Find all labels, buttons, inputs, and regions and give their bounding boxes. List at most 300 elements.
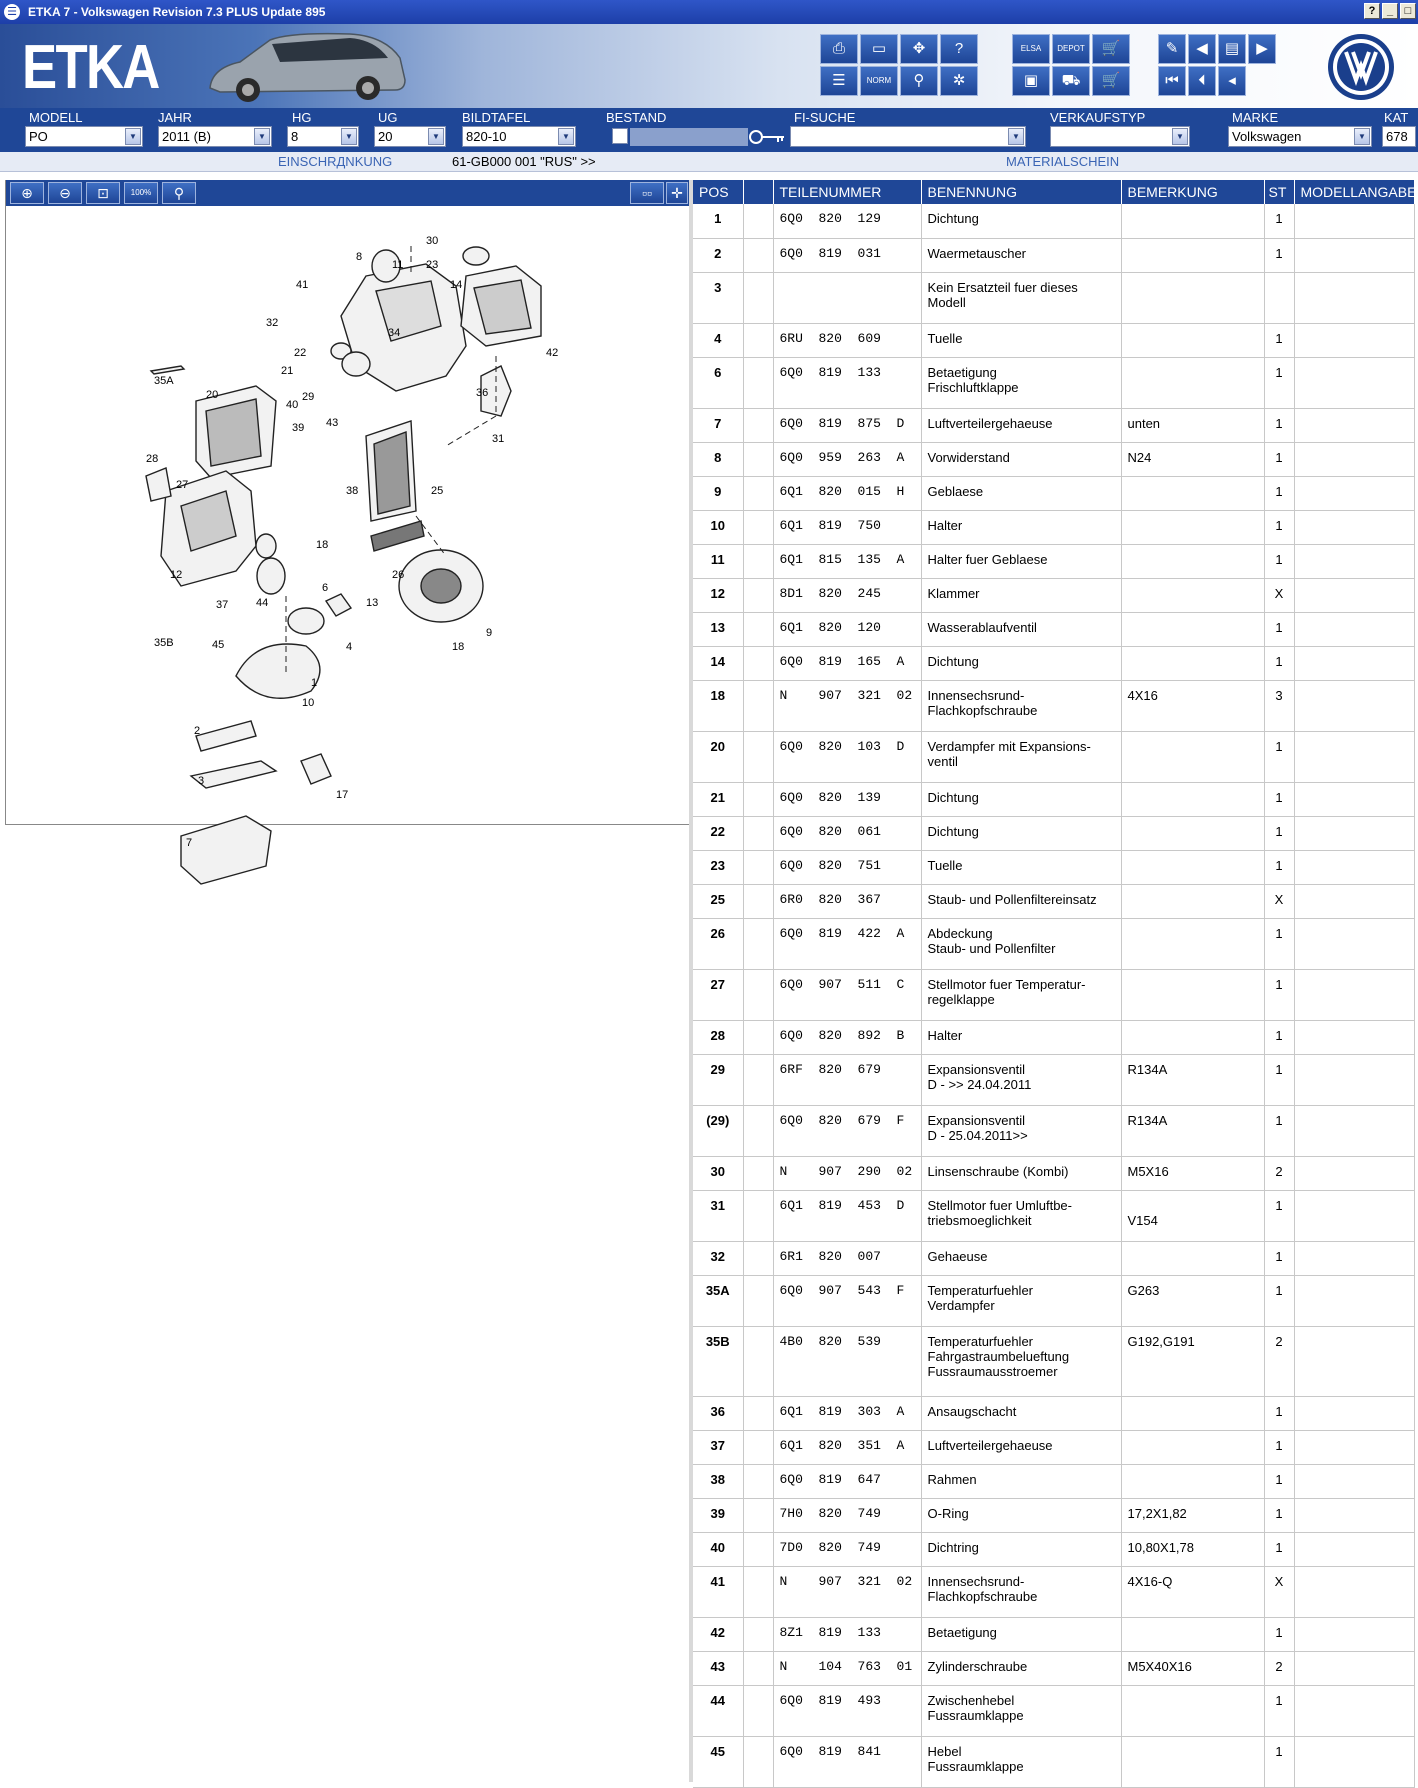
chevron-down-icon[interactable]: ▼ <box>428 128 444 145</box>
monitor-icon[interactable]: ▣ <box>1012 66 1050 96</box>
table-row[interactable] <box>693 1054 1414 1105</box>
bemerkung-cell <box>1121 1430 1264 1464</box>
bemerkung-cell <box>1121 884 1264 918</box>
st-cell: 1 <box>1264 238 1294 272</box>
bemerkung-cell <box>1121 816 1264 850</box>
bemerkung-cell <box>1121 272 1264 323</box>
bemerkung-cell <box>1121 918 1264 969</box>
callout[interactable]: 40 <box>286 399 299 411</box>
table-row[interactable] <box>693 357 1414 408</box>
table-row[interactable] <box>693 204 1414 238</box>
blank-cell <box>743 510 773 544</box>
ug-label: UG <box>378 110 398 125</box>
pos-cell: 31 <box>693 1190 743 1241</box>
table-row[interactable] <box>693 646 1414 680</box>
chevron-down-icon[interactable]: ▼ <box>1354 128 1370 145</box>
benennung-cell: Vorwiderstand <box>921 442 1121 476</box>
bemerkung-cell: R134A <box>1121 1105 1264 1156</box>
teilenummer-cell: 6Q1 819 303 A <box>773 1396 921 1430</box>
callout[interactable]: 1 <box>311 677 318 689</box>
blank-cell <box>743 1736 773 1787</box>
benennung-cell: Ansaugschacht <box>921 1396 1121 1430</box>
depot-icon[interactable]: DEPOT <box>1052 34 1090 64</box>
app-menu-icon[interactable]: ☰ <box>4 4 20 20</box>
table-row[interactable] <box>693 1685 1414 1736</box>
table-row[interactable] <box>693 680 1414 731</box>
first-icon[interactable]: ⏮ <box>1158 66 1186 96</box>
callout[interactable]: 18 <box>452 641 465 653</box>
bemerkung-cell: G263 <box>1121 1275 1264 1326</box>
callout[interactable]: 38 <box>346 485 359 497</box>
blank-cell <box>743 1275 773 1326</box>
table-row[interactable] <box>693 1275 1414 1326</box>
callout[interactable]: 17 <box>336 789 349 801</box>
modellangabe-cell <box>1294 204 1414 238</box>
bemerkung-cell <box>1121 1617 1264 1651</box>
header-st[interactable]: ST <box>1264 180 1294 204</box>
magnifier-icon[interactable]: ⚲ <box>162 182 196 204</box>
modellangabe-cell <box>1294 408 1414 442</box>
table-row[interactable] <box>693 1156 1414 1190</box>
kat-field[interactable] <box>1382 126 1416 147</box>
card-icon[interactable]: ▭ <box>860 34 898 64</box>
callout[interactable]: 4 <box>346 641 353 653</box>
callout[interactable]: 28 <box>146 453 159 465</box>
zoom-fit-icon[interactable]: ⊡ <box>86 182 120 204</box>
callout[interactable]: 36 <box>476 387 489 399</box>
blank-cell <box>743 969 773 1020</box>
benennung-cell: Dichtung <box>921 646 1121 680</box>
st-cell: 1 <box>1264 1498 1294 1532</box>
elsa-icon[interactable]: ELSA <box>1012 34 1050 64</box>
modellangabe-cell <box>1294 510 1414 544</box>
callout[interactable]: 41 <box>296 279 309 291</box>
table-row[interactable] <box>693 1617 1414 1651</box>
blank-cell <box>743 782 773 816</box>
table-row[interactable] <box>693 442 1414 476</box>
pos-cell: 4 <box>693 323 743 357</box>
help-icon[interactable]: ? <box>940 34 978 64</box>
blank-cell <box>743 816 773 850</box>
callout[interactable]: 42 <box>546 347 559 359</box>
callout[interactable]: 10 <box>302 697 315 709</box>
st-cell: 1 <box>1264 1464 1294 1498</box>
benennung-cell: O-Ring <box>921 1498 1121 1532</box>
parts-table-panel <box>693 180 1418 1782</box>
filter-bar <box>0 108 1418 152</box>
header-pos[interactable]: POS <box>693 180 743 204</box>
callout[interactable]: 45 <box>212 639 225 651</box>
st-cell: 1 <box>1264 646 1294 680</box>
blank-cell <box>743 1566 773 1617</box>
modell-value: PO <box>29 129 48 144</box>
bestand-field <box>630 128 748 146</box>
blank-cell <box>743 680 773 731</box>
table-row[interactable] <box>693 1241 1414 1275</box>
benennung-cell: Stellmotor fuer Umluftbe- triebsmoeglichkeit <box>921 1190 1121 1241</box>
blank-cell <box>743 1241 773 1275</box>
chevron-down-icon[interactable]: ▼ <box>1008 128 1024 145</box>
modellangabe-cell <box>1294 1190 1414 1241</box>
verkaufstyp-select[interactable] <box>1050 126 1190 147</box>
blank-cell <box>743 1498 773 1532</box>
callout[interactable]: 20 <box>206 389 219 401</box>
callout[interactable]: 14 <box>450 279 463 291</box>
table-row[interactable] <box>693 544 1414 578</box>
teilenummer-cell: 6Q1 815 135 A <box>773 544 921 578</box>
teilenummer-cell: 6Q0 820 679 F <box>773 1105 921 1156</box>
header-teilenummer[interactable]: TEILENUMMER <box>773 180 921 204</box>
table-row[interactable] <box>693 782 1414 816</box>
st-cell: 1 <box>1264 1190 1294 1241</box>
minimize-button[interactable]: _ <box>1382 3 1398 19</box>
pos-cell: 6 <box>693 357 743 408</box>
zoom-100-icon[interactable]: 100% <box>124 182 158 204</box>
blank-cell <box>743 408 773 442</box>
modellangabe-cell <box>1294 680 1414 731</box>
pos-cell: 13 <box>693 612 743 646</box>
table-row[interactable] <box>693 1651 1414 1685</box>
hg-select[interactable] <box>287 126 359 147</box>
callout[interactable]: 39 <box>292 422 305 434</box>
blank-cell <box>743 272 773 323</box>
bemerkung-cell: V154 <box>1121 1190 1264 1241</box>
callout[interactable]: 37 <box>216 599 229 611</box>
teilenummer-cell: 6Q1 819 750 <box>773 510 921 544</box>
bemerkung-cell <box>1121 782 1264 816</box>
benennung-cell: Waermetauscher <box>921 238 1121 272</box>
modellangabe-cell <box>1294 1020 1414 1054</box>
benennung-cell: Dichtring <box>921 1532 1121 1566</box>
modellangabe-cell <box>1294 1685 1414 1736</box>
benennung-cell: Expansionsventil D - >> 24.04.2011 <box>921 1054 1121 1105</box>
teilenummer-cell: 6Q0 959 263 A <box>773 442 921 476</box>
pos-cell: 44 <box>693 1685 743 1736</box>
modell-label: MODELL <box>29 110 83 125</box>
table-row[interactable] <box>693 1498 1414 1532</box>
table-row[interactable] <box>693 272 1414 323</box>
back-icon[interactable]: ◂ <box>1218 66 1246 96</box>
bestand-checkbox[interactable] <box>612 128 628 144</box>
callout[interactable]: 34 <box>388 327 401 339</box>
callout[interactable]: 18 <box>316 539 329 551</box>
callout[interactable]: 21 <box>281 365 294 377</box>
pin-icon[interactable]: ✎ <box>1158 34 1186 64</box>
thumbnails-icon[interactable]: ▫▫ <box>630 182 664 204</box>
blank-cell <box>743 1326 773 1396</box>
teilenummer-cell: 6Q0 819 031 <box>773 238 921 272</box>
st-cell: 1 <box>1264 850 1294 884</box>
modellangabe-cell <box>1294 1651 1414 1685</box>
st-cell: 1 <box>1264 1685 1294 1736</box>
teilenummer-cell: 6Q1 819 453 D <box>773 1190 921 1241</box>
header-bemerkung[interactable]: BEMERKUNG <box>1121 180 1264 204</box>
blank-cell <box>743 1054 773 1105</box>
callout[interactable]: 13 <box>366 597 379 609</box>
teilenummer-cell: 7D0 820 749 <box>773 1532 921 1566</box>
table-row[interactable] <box>693 612 1414 646</box>
callout[interactable]: 25 <box>431 485 444 497</box>
callout[interactable]: 31 <box>492 433 505 445</box>
bildtafel-select[interactable] <box>462 126 576 147</box>
benennung-cell: Staub- und Pollenfiltereinsatz <box>921 884 1121 918</box>
benennung-cell: Innensechsrund- Flachkopfschraube <box>921 680 1121 731</box>
table-row[interactable] <box>693 1566 1414 1617</box>
st-cell: X <box>1264 884 1294 918</box>
teilenummer-cell: 4B0 820 539 <box>773 1326 921 1396</box>
jahr-value: 2011 (B) <box>162 129 211 144</box>
teilenummer-cell: 6Q0 819 647 <box>773 1464 921 1498</box>
pos-cell: 37 <box>693 1430 743 1464</box>
st-cell: 2 <box>1264 1651 1294 1685</box>
expand-icon[interactable]: ✛ <box>666 182 688 204</box>
st-cell: 1 <box>1264 1020 1294 1054</box>
benennung-cell: Halter fuer Geblaese <box>921 544 1121 578</box>
printer-icon[interactable]: ⎙ <box>820 34 858 64</box>
table-row[interactable] <box>693 510 1414 544</box>
bemerkung-cell <box>1121 1736 1264 1787</box>
callout[interactable]: 12 <box>170 569 183 581</box>
teilenummer-cell: 6Q0 820 129 <box>773 204 921 238</box>
jahr-label: JAHR <box>158 110 192 125</box>
parts-icon[interactable]: ✥ <box>900 34 938 64</box>
blank-cell <box>743 476 773 510</box>
table-row[interactable] <box>693 816 1414 850</box>
bike-icon[interactable]: ⚲ <box>900 66 938 96</box>
benennung-cell: Luftverteilergehaeuse <box>921 408 1121 442</box>
pos-cell: 7 <box>693 408 743 442</box>
next-page-icon[interactable]: ▶ <box>1248 34 1276 64</box>
restriction-value[interactable]: 61-GB000 001 "RUS" >> <box>452 154 596 169</box>
chevron-down-icon[interactable]: ▼ <box>558 128 574 145</box>
pos-cell: 36 <box>693 1396 743 1430</box>
benennung-cell: Zylinderschraube <box>921 1651 1121 1685</box>
chevron-down-icon[interactable]: ▼ <box>125 128 141 145</box>
chevron-down-icon[interactable]: ▼ <box>254 128 270 145</box>
st-cell: 1 <box>1264 1736 1294 1787</box>
modellangabe-cell <box>1294 1498 1414 1532</box>
benennung-cell: Halter <box>921 1020 1121 1054</box>
callout[interactable]: 44 <box>256 597 269 609</box>
callout[interactable]: 11 <box>392 259 404 271</box>
pos-cell: 45 <box>693 1736 743 1787</box>
benennung-cell: Hebel Fussraumklappe <box>921 1736 1121 1787</box>
table-row[interactable] <box>693 918 1414 969</box>
pos-cell: 20 <box>693 731 743 782</box>
blank-cell <box>743 850 773 884</box>
cart-plus-icon[interactable]: 🛒 <box>1092 34 1130 64</box>
bemerkung-cell <box>1121 731 1264 782</box>
benennung-cell: Tuelle <box>921 850 1121 884</box>
pos-cell: 35B <box>693 1326 743 1396</box>
norm-icon[interactable]: NORM <box>860 66 898 96</box>
blank-cell <box>743 1190 773 1241</box>
list-icon[interactable]: ☰ <box>820 66 858 96</box>
benennung-cell: Innensechsrund- Flachkopfschraube <box>921 1566 1121 1617</box>
benennung-cell: Betaetigung <box>921 1617 1121 1651</box>
table-row[interactable] <box>693 1430 1414 1464</box>
modellangabe-cell <box>1294 323 1414 357</box>
st-cell: 1 <box>1264 1275 1294 1326</box>
bemerkung-cell <box>1121 323 1264 357</box>
modellangabe-cell <box>1294 442 1414 476</box>
hg-value: 8 <box>291 129 299 144</box>
table-row[interactable] <box>693 850 1414 884</box>
table-row[interactable] <box>693 1105 1414 1156</box>
table-row[interactable] <box>693 731 1414 782</box>
key-icon[interactable] <box>748 128 788 146</box>
modellangabe-cell <box>1294 238 1414 272</box>
blank-cell <box>743 442 773 476</box>
modellangabe-cell <box>1294 1105 1414 1156</box>
table-row[interactable] <box>693 578 1414 612</box>
prev-page-icon[interactable]: ◀ <box>1188 34 1216 64</box>
modell-select[interactable] <box>25 126 143 147</box>
teilenummer-cell: 6Q0 819 422 A <box>773 918 921 969</box>
verkaufstyp-label: VERKAUFSTYP <box>1050 110 1146 125</box>
table-row[interactable] <box>693 969 1414 1020</box>
callout[interactable]: 27 <box>176 479 189 491</box>
table-row[interactable] <box>693 1396 1414 1430</box>
app-banner <box>0 24 1418 108</box>
benennung-cell: Expansionsventil D - 25.04.2011>> <box>921 1105 1121 1156</box>
zoom-out-icon[interactable]: ⊖ <box>48 182 82 204</box>
modellangabe-cell <box>1294 731 1414 782</box>
zoom-in-icon[interactable]: ⊕ <box>10 182 44 204</box>
modellangabe-cell <box>1294 782 1414 816</box>
maximize-button[interactable]: □ <box>1400 3 1416 19</box>
st-cell: X <box>1264 1566 1294 1617</box>
bemerkung-cell <box>1121 1685 1264 1736</box>
table-row[interactable] <box>693 238 1414 272</box>
st-cell: 1 <box>1264 1396 1294 1430</box>
modellangabe-cell <box>1294 646 1414 680</box>
table-row[interactable] <box>693 1464 1414 1498</box>
chevron-down-icon[interactable]: ▼ <box>1172 128 1188 145</box>
st-cell: 1 <box>1264 1430 1294 1464</box>
st-cell: 1 <box>1264 612 1294 646</box>
bildtafel-value: 820-10 <box>466 129 507 144</box>
blank-cell <box>743 204 773 238</box>
chevron-down-icon[interactable]: ▼ <box>341 128 357 145</box>
pos-cell: 26 <box>693 918 743 969</box>
table-row[interactable] <box>693 476 1414 510</box>
callout[interactable]: 35B <box>154 637 174 649</box>
callout[interactable]: 30 <box>426 235 439 247</box>
st-cell: 1 <box>1264 1105 1294 1156</box>
bemerkung-cell: 4X16-Q <box>1121 1566 1264 1617</box>
table-row[interactable] <box>693 1736 1414 1787</box>
header-benennung[interactable]: BENENNUNG <box>921 180 1121 204</box>
blank-cell <box>743 731 773 782</box>
fi-suche-label: FI-SUCHE <box>794 110 856 125</box>
restriction-bar <box>0 152 1418 172</box>
callout[interactable]: 9 <box>486 627 493 639</box>
callout[interactable]: 26 <box>392 569 405 581</box>
doc-icon[interactable]: ▤ <box>1218 34 1246 64</box>
teilenummer-cell: 6Q0 907 543 F <box>773 1275 921 1326</box>
bemerkung-cell <box>1121 612 1264 646</box>
callout[interactable]: 22 <box>294 347 307 359</box>
st-cell: 1 <box>1264 442 1294 476</box>
pos-cell: 11 <box>693 544 743 578</box>
table-row[interactable] <box>693 1020 1414 1054</box>
st-cell: 1 <box>1264 408 1294 442</box>
st-cell: 1 <box>1264 731 1294 782</box>
header-modellangabe[interactable]: MODELLANGABE <box>1294 180 1414 204</box>
cart-icon[interactable]: 🛒 <box>1092 66 1130 96</box>
exploded-parts-diagram[interactable] <box>146 216 576 849</box>
teilenummer-cell: 6Q0 819 133 <box>773 357 921 408</box>
callout[interactable]: 29 <box>302 391 315 403</box>
table-row[interactable] <box>693 1532 1414 1566</box>
table-row[interactable] <box>693 884 1414 918</box>
modellangabe-cell <box>1294 1532 1414 1566</box>
callout[interactable]: 23 <box>426 259 439 271</box>
callout[interactable]: 35A <box>154 375 174 387</box>
material-label[interactable]: MATERIALSCHEIN <box>1006 154 1120 169</box>
navigation-toolbar <box>1158 34 1276 96</box>
benennung-cell: Geblaese <box>921 476 1121 510</box>
benennung-cell: Verdampfer mit Expansions- ventil <box>921 731 1121 782</box>
benennung-cell: Stellmotor fuer Temperatur- regelklappe <box>921 969 1121 1020</box>
blank-cell <box>743 646 773 680</box>
bemerkung-cell: 10,80X1,78 <box>1121 1532 1264 1566</box>
jahr-select[interactable] <box>158 126 272 147</box>
bemerkung-cell: unten <box>1121 408 1264 442</box>
prev-icon[interactable]: ⏴ <box>1188 66 1216 96</box>
callout[interactable]: 8 <box>356 251 363 263</box>
blank-cell <box>743 1156 773 1190</box>
callout[interactable]: 3 <box>198 775 205 787</box>
st-cell: 1 <box>1264 323 1294 357</box>
ug-select[interactable] <box>374 126 446 147</box>
callout[interactable]: 6 <box>322 582 329 594</box>
van-icon[interactable]: ⛟ <box>1052 66 1090 96</box>
blank-cell <box>743 1532 773 1566</box>
window-controls <box>1364 3 1416 19</box>
table-row[interactable] <box>693 323 1414 357</box>
pos-cell: 39 <box>693 1498 743 1532</box>
teilenummer-cell: 6Q0 819 165 A <box>773 646 921 680</box>
callout[interactable]: 2 <box>194 725 201 737</box>
pos-cell: 23 <box>693 850 743 884</box>
st-cell: 3 <box>1264 680 1294 731</box>
table-row[interactable] <box>693 1326 1414 1396</box>
bemerkung-cell <box>1121 544 1264 578</box>
teilenummer-cell: 8D1 820 245 <box>773 578 921 612</box>
bemerkung-cell: M5X16 <box>1121 1156 1264 1190</box>
marke-select[interactable] <box>1228 126 1372 147</box>
modellangabe-cell <box>1294 1736 1414 1787</box>
table-row[interactable] <box>693 1190 1414 1241</box>
pos-cell: 43 <box>693 1651 743 1685</box>
wheel-icon[interactable]: ✲ <box>940 66 978 96</box>
help-window-button[interactable]: ? <box>1364 3 1380 19</box>
restriction-label: EINSCHRДNKUNG <box>278 154 393 169</box>
callout[interactable]: 7 <box>186 837 193 849</box>
teilenummer-cell: 6Q1 820 015 H <box>773 476 921 510</box>
benennung-cell: Kein Ersatzteil fuer dieses Modell <box>921 272 1121 323</box>
table-row[interactable] <box>693 408 1414 442</box>
marke-value: Volkswagen <box>1232 129 1302 144</box>
pos-cell: 28 <box>693 1020 743 1054</box>
callout[interactable]: 32 <box>266 317 279 329</box>
bemerkung-cell: R134A <box>1121 1054 1264 1105</box>
callout[interactable]: 43 <box>326 417 339 429</box>
fi-suche-select[interactable] <box>790 126 1026 147</box>
main-toolbar <box>820 34 978 96</box>
